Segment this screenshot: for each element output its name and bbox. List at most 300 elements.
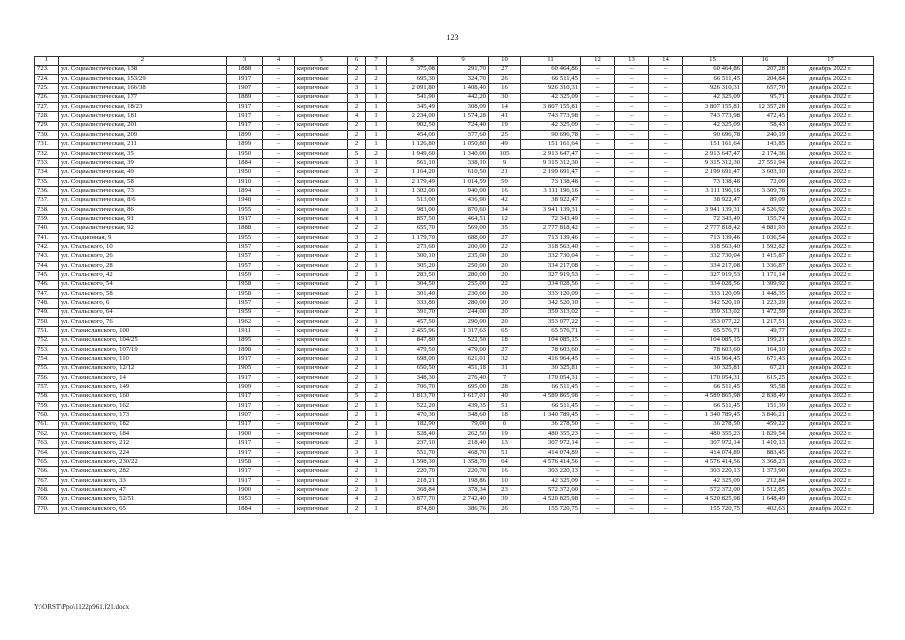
table-cell: 333,80 bbox=[387, 299, 438, 308]
table-cell: – bbox=[615, 364, 649, 373]
table-cell: – bbox=[615, 495, 649, 504]
table-cell: 759. bbox=[35, 401, 59, 410]
table-cell: 3 bbox=[348, 345, 366, 354]
table-cell: – bbox=[615, 65, 649, 74]
table-row bbox=[35, 392, 874, 401]
table-cell: 4 bbox=[348, 327, 366, 336]
table-cell: 2 bbox=[366, 392, 387, 401]
table-cell: – bbox=[581, 486, 615, 495]
table-cell: 1 336,87 bbox=[743, 261, 788, 270]
table-cell: – bbox=[649, 317, 683, 326]
table-cell: 736. bbox=[35, 187, 59, 196]
table-cell: – bbox=[263, 74, 295, 83]
table-cell: 1917 bbox=[227, 420, 263, 429]
table-row bbox=[35, 467, 874, 476]
table-cell: 327 919,53 bbox=[683, 271, 743, 280]
table-cell: декабрь 2022 г. bbox=[788, 373, 874, 382]
table-cell: 4 520 825,98 bbox=[683, 495, 743, 504]
table-cell: 66 511,45 bbox=[683, 383, 743, 392]
table-cell: 250,00 bbox=[438, 261, 489, 270]
table-cell: 436,90 bbox=[438, 196, 489, 205]
table-cell: – bbox=[615, 168, 649, 177]
table-cell: – bbox=[649, 93, 683, 102]
table-cell: декабрь 2022 г. bbox=[788, 420, 874, 429]
table-cell: 750. bbox=[35, 317, 59, 326]
table-cell: 751. bbox=[35, 327, 59, 336]
table-cell: – bbox=[581, 495, 615, 504]
table-cell: – bbox=[581, 411, 615, 420]
table-cell: – bbox=[615, 448, 649, 457]
table-cell: 1 bbox=[366, 65, 387, 74]
table-cell: 513,00 bbox=[387, 196, 438, 205]
table-cell: 725. bbox=[35, 84, 59, 93]
table-cell: кирпичные bbox=[295, 458, 348, 467]
table-cell: 2 bbox=[366, 233, 387, 242]
table-cell: 20 bbox=[489, 252, 521, 261]
table-cell: 2 bbox=[348, 364, 366, 373]
table-cell: 2 455,96 bbox=[387, 327, 438, 336]
table-cell: 1953 bbox=[227, 495, 263, 504]
table-cell: декабрь 2022 г. bbox=[788, 196, 874, 205]
table-cell: – bbox=[649, 215, 683, 224]
table-cell: 301,40 bbox=[387, 289, 438, 298]
table-cell: 2 bbox=[348, 280, 366, 289]
table-cell: 318 563,40 bbox=[521, 243, 581, 252]
table-row bbox=[35, 308, 874, 317]
table-cell: 3 bbox=[348, 187, 366, 196]
table-cell: 151 161,64 bbox=[521, 140, 581, 149]
table-cell: – bbox=[263, 317, 295, 326]
column-number-cell: 4 bbox=[263, 57, 295, 66]
table-cell: кирпичные bbox=[295, 233, 348, 242]
table-cell: 19 bbox=[489, 430, 521, 439]
table-cell: – bbox=[649, 401, 683, 410]
table-cell: 738. bbox=[35, 205, 59, 214]
table-cell: декабрь 2022 г. bbox=[788, 355, 874, 364]
table-cell: 307 972,14 bbox=[683, 439, 743, 448]
table-cell: 38 922,47 bbox=[683, 196, 743, 205]
table-cell: – bbox=[263, 187, 295, 196]
table-cell: 155 720,75 bbox=[683, 504, 743, 513]
table-cell: 28 bbox=[489, 383, 521, 392]
table-cell: – bbox=[263, 439, 295, 448]
table-cell: кирпичные bbox=[295, 280, 348, 289]
table-cell: 334 217,08 bbox=[683, 261, 743, 270]
table-cell: 572 372,00 bbox=[521, 486, 581, 495]
table-cell: декабрь 2022 г. bbox=[788, 121, 874, 130]
table-cell: – bbox=[649, 187, 683, 196]
table-cell: 13 bbox=[489, 439, 521, 448]
table-cell: 1917 bbox=[227, 467, 263, 476]
table-cell: кирпичные bbox=[295, 486, 348, 495]
table-cell: 1 bbox=[366, 187, 387, 196]
table-row bbox=[35, 205, 874, 214]
table-row bbox=[35, 102, 874, 111]
table-cell: 23 bbox=[489, 486, 521, 495]
table-cell: – bbox=[263, 205, 295, 214]
table-cell: 706,70 bbox=[387, 383, 438, 392]
table-cell: 748. bbox=[35, 299, 59, 308]
table-cell: 26 bbox=[489, 74, 521, 83]
table-cell: 334 217,08 bbox=[521, 261, 581, 270]
table-cell: 300,10 bbox=[387, 252, 438, 261]
table-cell: 1 472,59 bbox=[743, 308, 788, 317]
table-cell: – bbox=[649, 149, 683, 158]
table-cell: кирпичные bbox=[295, 121, 348, 130]
table-cell: 569,00 bbox=[438, 224, 489, 233]
table-cell: – bbox=[263, 299, 295, 308]
table-cell: ул. Станиславского, 65 bbox=[59, 504, 227, 513]
table-cell: ул. Социалистическая, 58 bbox=[59, 177, 227, 186]
table-cell: 1909 bbox=[227, 383, 263, 392]
table-cell: 1948 bbox=[227, 196, 263, 205]
table-row bbox=[35, 187, 874, 196]
table-cell: 655,70 bbox=[387, 224, 438, 233]
table-cell: 698,00 bbox=[387, 355, 438, 364]
table-cell: 164,10 bbox=[743, 345, 788, 354]
table-cell: 528,40 bbox=[387, 430, 438, 439]
table-cell: 1 bbox=[366, 243, 387, 252]
table-cell: 359 313,02 bbox=[521, 308, 581, 317]
table-cell: 1950 bbox=[227, 168, 263, 177]
housing-register-table bbox=[34, 56, 874, 514]
table-cell: 1 bbox=[366, 439, 387, 448]
table-cell: 307 972,14 bbox=[521, 439, 581, 448]
table-cell: 1 648,49 bbox=[743, 495, 788, 504]
table-cell: 479,50 bbox=[387, 345, 438, 354]
table-row bbox=[35, 159, 874, 168]
table-cell: ул. Стальского, 42 bbox=[59, 271, 227, 280]
table-cell: 1 bbox=[366, 420, 387, 429]
table-cell: 847,80 bbox=[387, 336, 438, 345]
table-row bbox=[35, 140, 874, 149]
table-cell: 348,30 bbox=[387, 373, 438, 382]
column-number-cell: 1 bbox=[35, 57, 59, 66]
table-cell: 2 bbox=[348, 252, 366, 261]
table-cell: – bbox=[263, 215, 295, 224]
table-cell: 1 415,87 bbox=[743, 252, 788, 261]
table-cell: 1 126,80 bbox=[387, 140, 438, 149]
table-cell: – bbox=[263, 345, 295, 354]
table-row bbox=[35, 327, 874, 336]
table-cell: 2 bbox=[348, 74, 366, 83]
table-cell: 78 603,60 bbox=[521, 345, 581, 354]
table-cell: 255,00 bbox=[438, 280, 489, 289]
table-cell: – bbox=[649, 411, 683, 420]
table-cell: 2 bbox=[348, 317, 366, 326]
table-cell: 713 139,46 bbox=[521, 233, 581, 242]
table-cell: 1917 bbox=[227, 439, 263, 448]
column-number-cell: 14 bbox=[649, 57, 683, 66]
table-cell: 1 bbox=[366, 476, 387, 485]
table-row bbox=[35, 495, 874, 504]
table-cell: – bbox=[615, 486, 649, 495]
table-cell: – bbox=[615, 476, 649, 485]
table-cell: 3 bbox=[348, 84, 366, 93]
table-cell: 16 bbox=[489, 187, 521, 196]
table-row bbox=[35, 355, 874, 364]
table-cell: 1 448,35 bbox=[743, 289, 788, 298]
table-cell: 1 bbox=[366, 504, 387, 513]
table-cell: кирпичные bbox=[295, 411, 348, 420]
table-cell: декабрь 2022 г. bbox=[788, 149, 874, 158]
table-cell: 9 315 312,30 bbox=[521, 159, 581, 168]
table-cell: декабрь 2022 г. bbox=[788, 224, 874, 233]
table-cell: 391,70 bbox=[387, 308, 438, 317]
table-cell: – bbox=[615, 93, 649, 102]
table-cell: – bbox=[649, 121, 683, 130]
table-cell: кирпичные bbox=[295, 93, 348, 102]
table-cell: декабрь 2022 г. bbox=[788, 430, 874, 439]
table-cell: 1 bbox=[366, 289, 387, 298]
table-cell: кирпичные bbox=[295, 317, 348, 326]
table-cell: ул. Станиславского, 107/19 bbox=[59, 345, 227, 354]
table-cell: 4 576 414,56 bbox=[521, 458, 581, 467]
table-cell: – bbox=[615, 430, 649, 439]
table-cell: 1895 bbox=[227, 336, 263, 345]
table-cell: 1889 bbox=[227, 93, 263, 102]
table-cell: – bbox=[263, 336, 295, 345]
table-cell: 522,20 bbox=[387, 401, 438, 410]
table-cell: 39 bbox=[489, 495, 521, 504]
table-cell: ул. Социалистическая, 35 bbox=[59, 149, 227, 158]
table-cell: – bbox=[263, 467, 295, 476]
table-cell: 753. bbox=[35, 345, 59, 354]
table-cell: 1 bbox=[366, 93, 387, 102]
table-cell: 9 315 312,30 bbox=[683, 159, 743, 168]
table-cell: 218,40 bbox=[438, 439, 489, 448]
table-cell: – bbox=[263, 140, 295, 149]
table-cell: – bbox=[649, 159, 683, 168]
table-cell: 42 bbox=[489, 196, 521, 205]
table-row bbox=[35, 112, 874, 121]
table-cell: 1888 bbox=[227, 65, 263, 74]
table-cell: 3 bbox=[348, 336, 366, 345]
table-cell: кирпичные bbox=[295, 65, 348, 74]
table-cell: кирпичные bbox=[295, 140, 348, 149]
table-cell: 90 696,78 bbox=[683, 131, 743, 140]
table-cell: – bbox=[649, 74, 683, 83]
table-cell: 764. bbox=[35, 448, 59, 457]
table-cell: – bbox=[263, 252, 295, 261]
table-cell: кирпичные bbox=[295, 420, 348, 429]
table-cell: ул. Стальского, 28 bbox=[59, 261, 227, 270]
table-cell: ул. Социалистическая, 153/29 bbox=[59, 74, 227, 83]
table-cell: 65 576,71 bbox=[683, 327, 743, 336]
table-cell: 170 054,31 bbox=[521, 373, 581, 382]
table-cell: 731. bbox=[35, 140, 59, 149]
table-cell: 4 576 414,56 bbox=[683, 458, 743, 467]
table-cell: 760. bbox=[35, 411, 59, 420]
table-cell: ул. Станиславского, 104/25 bbox=[59, 336, 227, 345]
table-cell: 457,50 bbox=[387, 317, 438, 326]
table-cell: ул. Социалистическая, 201 bbox=[59, 121, 227, 130]
table-cell: ул. Станиславского, 100 bbox=[59, 327, 227, 336]
column-number-row bbox=[35, 57, 874, 66]
table-cell: – bbox=[581, 336, 615, 345]
table-cell: ул. Станиславского, 282 bbox=[59, 467, 227, 476]
column-number-cell: 11 bbox=[521, 57, 581, 66]
table-cell: – bbox=[615, 131, 649, 140]
table-cell: – bbox=[615, 308, 649, 317]
table-cell: кирпичные bbox=[295, 448, 348, 457]
table-cell: – bbox=[649, 196, 683, 205]
table-cell: 237,10 bbox=[387, 439, 438, 448]
table-cell: 2 174,36 bbox=[743, 149, 788, 158]
table-cell: 5 bbox=[348, 149, 366, 158]
table-row bbox=[35, 504, 874, 513]
table-cell: 754. bbox=[35, 355, 59, 364]
table-cell: 765. bbox=[35, 458, 59, 467]
table-cell: 2 bbox=[366, 168, 387, 177]
table-cell: декабрь 2022 г. bbox=[788, 364, 874, 373]
table-cell: 1957 bbox=[227, 252, 263, 261]
table-cell: 240,19 bbox=[743, 131, 788, 140]
table-cell: 2 bbox=[348, 65, 366, 74]
table-cell: 2 bbox=[348, 420, 366, 429]
table-cell: 743 773,98 bbox=[683, 112, 743, 121]
table-cell: 3 111 196,16 bbox=[521, 187, 581, 196]
table-cell: – bbox=[615, 401, 649, 410]
table-cell: – bbox=[581, 420, 615, 429]
table-cell: 342 520,10 bbox=[521, 299, 581, 308]
table-cell: кирпичные bbox=[295, 177, 348, 186]
table-row bbox=[35, 121, 874, 130]
table-cell: 2 bbox=[348, 261, 366, 270]
table-cell: 235,00 bbox=[438, 252, 489, 261]
table-row bbox=[35, 439, 874, 448]
table-cell: 1 bbox=[366, 261, 387, 270]
table-cell: 20 bbox=[489, 317, 521, 326]
table-cell: 280,00 bbox=[438, 299, 489, 308]
table-cell: 20 bbox=[489, 299, 521, 308]
table-cell: 1 302,00 bbox=[387, 187, 438, 196]
table-cell: 386,76 bbox=[438, 504, 489, 513]
table-cell: 621,01 bbox=[438, 355, 489, 364]
table-cell: 104 085,15 bbox=[683, 336, 743, 345]
table-cell: 1 bbox=[366, 448, 387, 457]
table-cell: ул. Стальского, 6 bbox=[59, 299, 227, 308]
table-row bbox=[35, 65, 874, 74]
table-cell: 2 bbox=[348, 243, 366, 252]
table-cell: 1957 bbox=[227, 261, 263, 270]
table-cell: – bbox=[263, 327, 295, 336]
table-cell: 1911 bbox=[227, 327, 263, 336]
table-cell: – bbox=[263, 112, 295, 121]
table-row bbox=[35, 177, 874, 186]
table-cell: 657,70 bbox=[743, 84, 788, 93]
table-cell: – bbox=[581, 373, 615, 382]
table-cell: кирпичные bbox=[295, 243, 348, 252]
table-cell: 2 bbox=[348, 140, 366, 149]
table-cell: – bbox=[581, 317, 615, 326]
table-cell: 104 085,15 bbox=[521, 336, 581, 345]
table-cell: – bbox=[649, 467, 683, 476]
table-cell: 2 bbox=[348, 467, 366, 476]
table-cell: – bbox=[649, 373, 683, 382]
table-cell: – bbox=[615, 177, 649, 186]
table-cell: кирпичные bbox=[295, 112, 348, 121]
table-cell: 2 bbox=[348, 299, 366, 308]
table-cell: – bbox=[649, 224, 683, 233]
table-cell: – bbox=[615, 504, 649, 513]
table-cell: – bbox=[263, 102, 295, 111]
table-cell: 480 355,23 bbox=[683, 430, 743, 439]
table-cell: 1 bbox=[366, 336, 387, 345]
table-cell: 1 bbox=[366, 140, 387, 149]
table-cell: – bbox=[581, 65, 615, 74]
table-cell: – bbox=[615, 74, 649, 83]
table-cell: кирпичные bbox=[295, 205, 348, 214]
table-row bbox=[35, 476, 874, 485]
table-cell: 743. bbox=[35, 252, 59, 261]
table-cell: – bbox=[615, 420, 649, 429]
table-cell: 35 bbox=[489, 224, 521, 233]
table-cell: 729. bbox=[35, 121, 59, 130]
table-cell: 1884 bbox=[227, 504, 263, 513]
table-cell: 1917 bbox=[227, 448, 263, 457]
table-cell: 1917 bbox=[227, 392, 263, 401]
table-cell: 1900 bbox=[227, 486, 263, 495]
table-cell: 72 343,49 bbox=[521, 215, 581, 224]
table-cell: кирпичные bbox=[295, 289, 348, 298]
table-cell: – bbox=[581, 439, 615, 448]
table-cell: 3 bbox=[348, 177, 366, 186]
table-cell: 1900 bbox=[227, 430, 263, 439]
table-cell: 60 464,86 bbox=[683, 65, 743, 74]
table-row bbox=[35, 196, 874, 205]
table-cell: 1 bbox=[366, 355, 387, 364]
table-cell: 1955 bbox=[227, 205, 263, 214]
table-cell: 3 bbox=[348, 93, 366, 102]
footer-path: Y:\ORST\Ppo\1122p961.f21.docx bbox=[34, 603, 130, 611]
table-cell: 2 bbox=[366, 74, 387, 83]
table-cell: ул. Станиславского, 149 bbox=[59, 383, 227, 392]
table-cell: – bbox=[649, 131, 683, 140]
table-cell: 451,18 bbox=[438, 364, 489, 373]
table-cell: 90 696,78 bbox=[521, 131, 581, 140]
table-cell: – bbox=[649, 364, 683, 373]
table-cell: кирпичные bbox=[295, 299, 348, 308]
table-cell: 42 325,09 bbox=[521, 93, 581, 102]
table-cell: 755. bbox=[35, 364, 59, 373]
table-cell: декабрь 2022 г. bbox=[788, 486, 874, 495]
table-cell: – bbox=[263, 448, 295, 457]
table-cell: 10 bbox=[489, 476, 521, 485]
table-cell: – bbox=[263, 411, 295, 420]
table-row bbox=[35, 131, 874, 140]
table-cell: – bbox=[581, 149, 615, 158]
table-cell: 78 603,60 bbox=[683, 345, 743, 354]
table-cell: – bbox=[263, 364, 295, 373]
table-cell: 857,50 bbox=[387, 215, 438, 224]
table-cell: кирпичные bbox=[295, 196, 348, 205]
table-cell: – bbox=[615, 411, 649, 420]
table-cell: ул. Социалистическая, 92 bbox=[59, 224, 227, 233]
table-cell: ул. Станиславского, 224 bbox=[59, 448, 227, 457]
table-cell: 739. bbox=[35, 215, 59, 224]
table-cell: – bbox=[615, 439, 649, 448]
table-cell: 1 bbox=[366, 430, 387, 439]
table-row bbox=[35, 486, 874, 495]
table-row bbox=[35, 364, 874, 373]
table-cell: 2 bbox=[348, 373, 366, 382]
table-cell: 155 720,75 bbox=[521, 504, 581, 513]
table-cell: 199,21 bbox=[743, 336, 788, 345]
table-cell: – bbox=[263, 476, 295, 485]
table-cell: – bbox=[615, 112, 649, 121]
table-row bbox=[35, 280, 874, 289]
